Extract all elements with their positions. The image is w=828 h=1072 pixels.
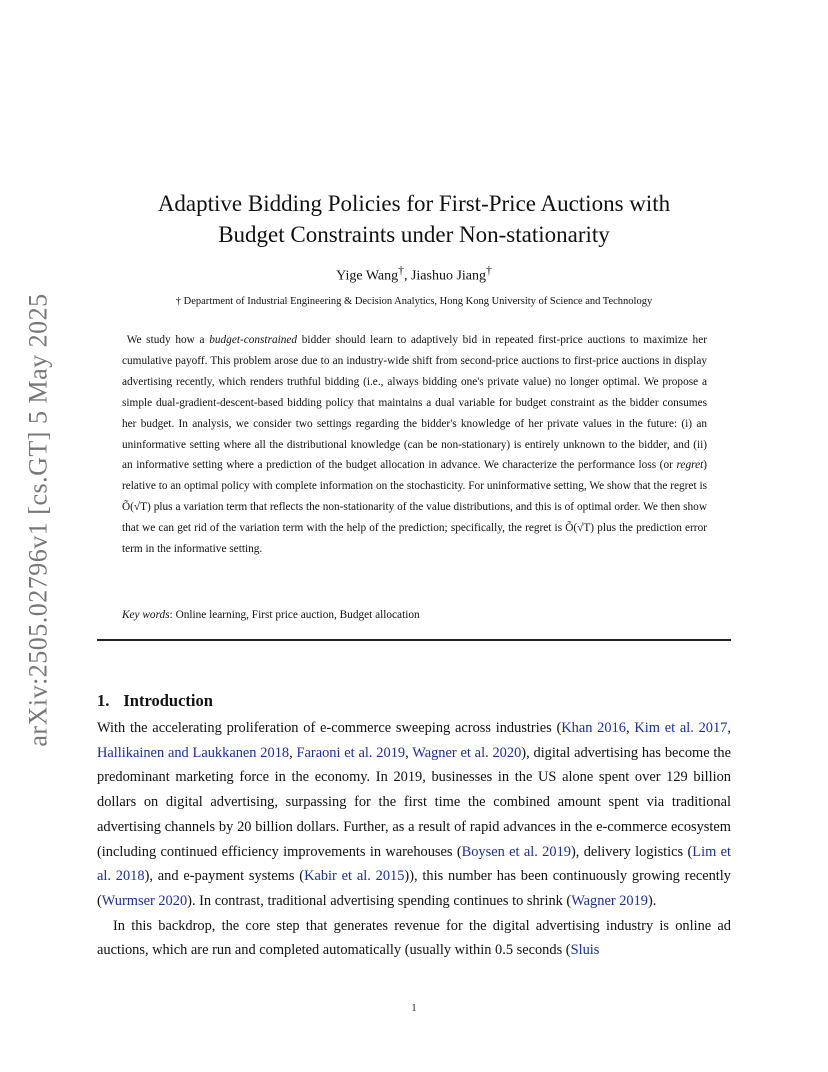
section-title: Introduction: [123, 691, 213, 710]
title-line-2: Budget Constraints under Non-stationarity: [218, 222, 610, 247]
author-list: [0, 264, 828, 285]
intro-text: ,: [727, 720, 731, 736]
abstract: [122, 330, 707, 560]
arxiv-identifier: [22, 285, 56, 755]
abstract-emphasis-1: budget-constrained: [209, 334, 298, 346]
author-1: Yige Wang: [336, 268, 399, 284]
author-separator: ,: [403, 268, 411, 284]
affiliation: † Department of Industrial Engineering & Decision Analytics, Hong Kong University of Science and Technology: [175, 296, 653, 307]
citation-link[interactable]: Wurmser 2020: [101, 892, 188, 909]
intro-text: ,: [405, 744, 413, 761]
citation-link[interactable]: Kabir et al. 2015: [304, 868, 405, 885]
introduction-body: [97, 716, 731, 963]
abstract-text-5: plus the prediction error term in the informative setting.: [122, 522, 707, 556]
keywords-colon: :: [169, 609, 176, 621]
intro-text: ), delivery logistics (: [570, 843, 693, 860]
abstract-text-1: We study how a: [126, 334, 210, 346]
title-line-1: Adaptive Bidding Policies for First-Price Auctions with: [157, 191, 671, 216]
keywords-label: Key words: [122, 609, 170, 621]
citation-link[interactable]: Wagner et al. 2020: [412, 744, 522, 761]
page-number: 1: [411, 1003, 417, 1014]
intro-text: In this backdrop, the core step that generates revenue for the digital advertising industry is online ad auctions, which are run and completed automatically (usually within 0.5 seconds (: [97, 917, 731, 959]
citation-link[interactable]: Faraoni et al. 2019: [296, 744, 406, 761]
keywords-text: Online learning, First price auction, Budget allocation: [175, 609, 420, 621]
intro-text: ,: [289, 744, 297, 761]
citation-link[interactable]: Boysen et al. 2019: [461, 843, 571, 860]
author-2: Jiashuo Jiang: [410, 268, 487, 284]
intro-paragraph-1: [97, 716, 731, 914]
citation-link[interactable]: Hallikainen and Laukkanen 2018: [97, 744, 290, 761]
abstract-text-2: bidder should learn to adaptively bid in repeated first-price auctions to maximize her cumulative payoff. This problem arose due to an industry-wide shift from second-price auctions to first-price auctions in display advertising recently, which renders truthful bidding (i.e., always bidding one's private value) no longer optimal. We propose a simple dual-gradient-descent-based bidding policy that maintains a dual variable for budget constraint as the bidder consumes her budget. In analysis, we consider two settings regarding the bidder's knowledge of her private values in the future: (i) an uninformative setting where all the distributional knowledge (can be non-stationary) is entirely unknown to the bidder, and (ii) an informative setting where a prediction of the budget allocation in advance. We characterize the performance loss (or: [122, 334, 707, 472]
keywords: [122, 609, 707, 621]
paper-title: [0, 188, 828, 250]
intro-text: ), digital advertising has become the predominant marketing force in the economy. In 2019, businesses in the US alone spent over 129 billion dollars on digital advertising, surpassing for the first time the combined amount spent via traditional advertising channels by 20 billion dollars. Further, as a result of rapid advances in the e-commerce ecosystem (including continued efficiency improvements in warehouses (: [97, 744, 732, 860]
citation-link[interactable]: Wagner 2019: [571, 892, 649, 909]
intro-text: ).: [648, 892, 657, 909]
author-2-mark: †: [486, 264, 492, 277]
section-heading: [97, 691, 213, 711]
intro-paragraph-2: [97, 914, 731, 963]
citation-link[interactable]: Khan 2016: [561, 720, 626, 736]
citation-link[interactable]: Sluis: [570, 942, 600, 959]
citation-link[interactable]: Lim et al. 2018: [97, 843, 731, 885]
intro-text: With the accelerating proliferation of e-commerce sweeping across industries (: [97, 720, 562, 736]
citation-link[interactable]: Kim et al. 2017: [634, 720, 728, 736]
abstract-math-1: Õ(√T): [122, 501, 151, 514]
intro-text: )), this number has been continuously growing recently (: [97, 868, 731, 909]
intro-text: ), and e-payment systems (: [144, 868, 305, 885]
intro-text: ,: [625, 720, 635, 736]
author-1-mark: †: [398, 264, 404, 277]
abstract-text-3: ) relative to an optimal policy with complete information on the stochasticity. For uninformative setting, We show that the regret is: [122, 459, 707, 493]
arxiv-id-text: arXiv:2505.02796v1 [cs.GT] 5 May 2025: [24, 293, 53, 747]
abstract-emphasis-2: regret: [676, 459, 704, 472]
abstract-text-4: plus a variation term that reflects the non-stationarity of the value distributions, and this is of optimal order. We then show that we can get rid of the variation term with the help of the prediction; specifically, the regret is: [122, 501, 707, 535]
section-divider: [97, 639, 731, 641]
section-number: 1.: [97, 691, 110, 710]
abstract-math-2: Õ(√T): [565, 522, 595, 535]
intro-text: ). In contrast, traditional advertising spending continues to shrink (: [187, 892, 572, 909]
